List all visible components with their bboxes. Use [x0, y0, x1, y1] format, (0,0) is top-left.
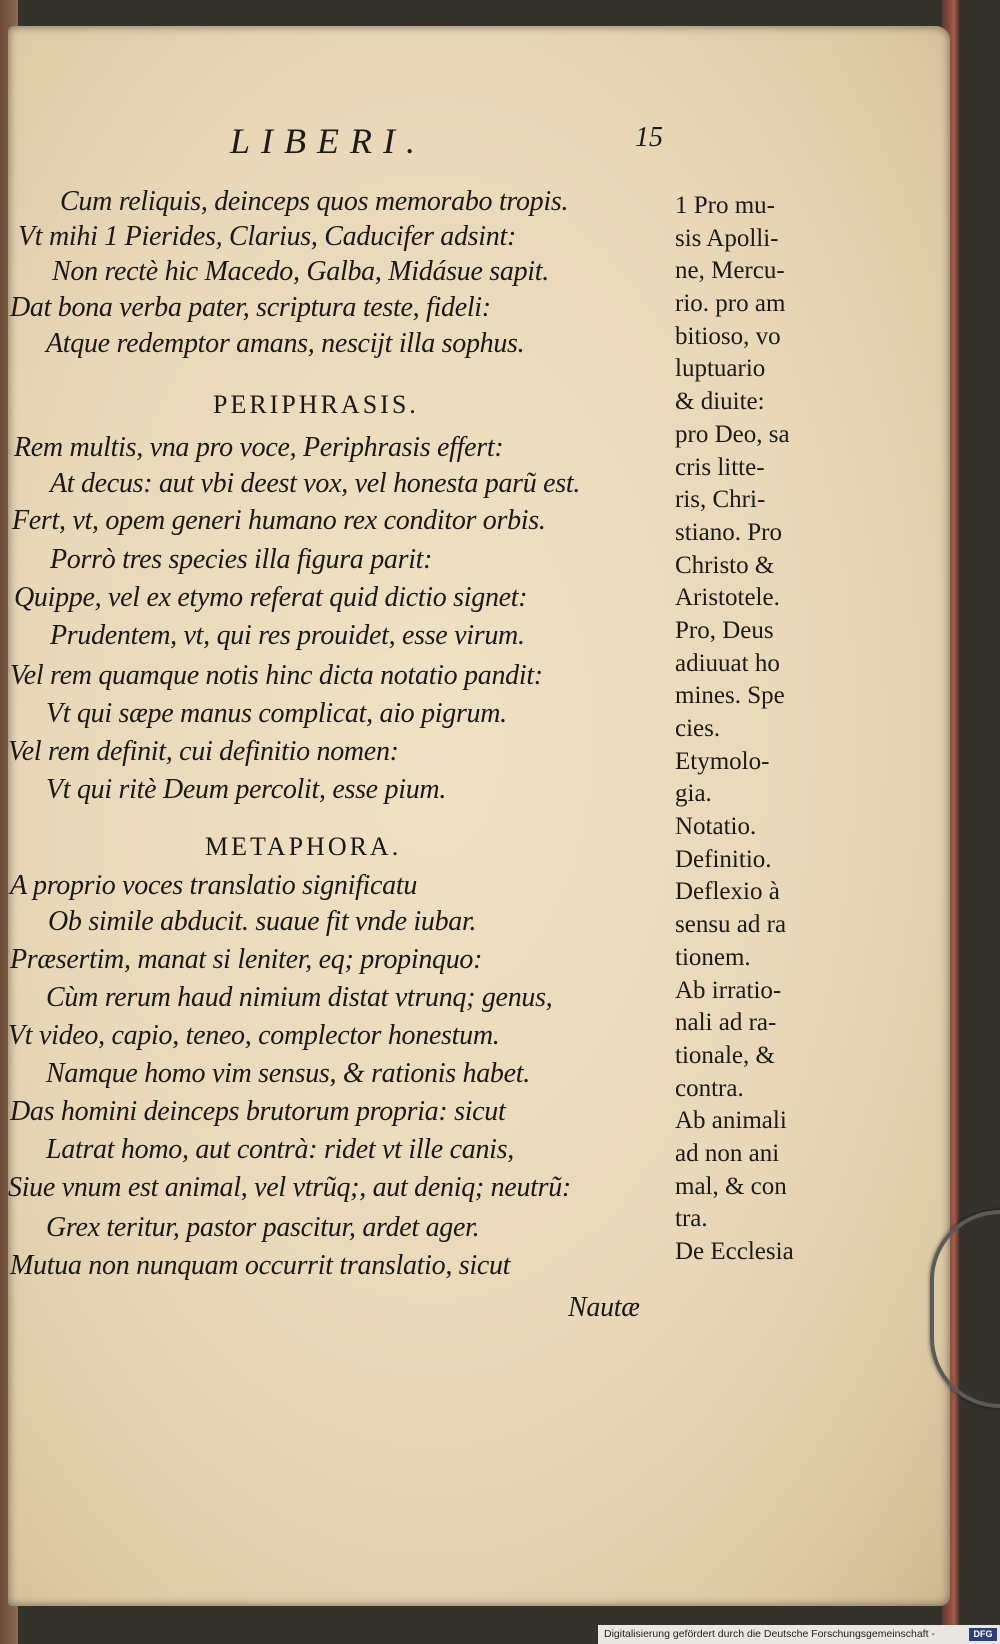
- verse-line: Cum reliquis, deinceps quos memorabo tropis.: [60, 186, 569, 217]
- verse-line: Vt mihi 1 Pierides, Clarius, Caducifer adsint:: [18, 221, 516, 252]
- verse-line: Rem multis, vna pro voce, Periphrasis effert:: [14, 432, 504, 463]
- verse-line: Porrò tres species illa figura parit:: [50, 544, 433, 575]
- margin-note-line: luptuario: [675, 355, 766, 383]
- verse-line: Vt qui ritè Deum percolit, esse pium.: [46, 774, 447, 805]
- verse-line: Vel rem quamque notis hinc dicta notatio pandit:: [10, 660, 543, 691]
- margin-note-line: Deflexio à: [675, 878, 780, 906]
- margin-note-line: stiano. Pro: [675, 518, 782, 546]
- margin-note-line: ne, Mercu-: [675, 257, 785, 285]
- verse-line: Cùm rerum haud nimium distat vtrunq; genus,: [46, 982, 553, 1013]
- margin-note-line: 1 Pro mu-: [675, 192, 775, 219]
- verse-line: Mutua non nunquam occurrit translatio, sicut: [10, 1250, 511, 1281]
- verse-line: At decus: aut vbi deest vox, vel honesta parũ est.: [50, 468, 581, 499]
- margin-note-line: pro Deo, sa: [675, 420, 790, 448]
- margin-note-line: sensu ad ra: [675, 911, 787, 939]
- margin-notes: [675, 190, 835, 1269]
- margin-note-line: sis Apolli-: [675, 224, 779, 252]
- verse-line: Vel rem definit, cui definitio nomen:: [8, 736, 399, 767]
- verse-line: Fert, vt, opem generi humano rex conditor orbis.: [12, 505, 546, 536]
- verse-line: Vt video, capio, teneo, complector honestum.: [8, 1020, 500, 1051]
- margin-note-line: cris litte-: [675, 453, 765, 481]
- margin-note-line: nali ad ra-: [675, 1009, 777, 1037]
- page-number: 15: [635, 122, 663, 153]
- margin-note-line: Ab animali: [675, 1107, 787, 1135]
- margin-note-line: ris, Chri-: [675, 486, 766, 514]
- margin-note-line: gia.: [675, 780, 712, 808]
- verse-line: Latrat homo, aut contrà: ridet vt ille canis,: [46, 1134, 514, 1165]
- margin-note-line: tionale, &: [675, 1041, 775, 1069]
- verse-line: Non rectè hic Macedo, Galba, Midásue sapit.: [52, 256, 549, 287]
- margin-note-line: Ab irratio-: [675, 976, 782, 1004]
- dfg-logo: DFG: [969, 1628, 997, 1641]
- margin-note-line: ad non ani: [675, 1139, 780, 1167]
- digitization-footer: [598, 1625, 1000, 1644]
- verse-line: Das homini deinceps brutorum propria: sicut: [10, 1096, 506, 1127]
- margin-note-line: Etymolo-: [675, 747, 770, 775]
- running-head: LIBERI.: [230, 121, 426, 161]
- margin-note-line: mines. Spe: [675, 682, 785, 710]
- margin-note-line: adiuuat ho: [675, 649, 780, 677]
- verse-line: Namque homo vim sensus, & rationis habet.: [46, 1058, 530, 1089]
- verse-line: Prudentem, vt, qui res prouidet, esse virum.: [50, 620, 525, 651]
- margin-note-line: Pro, Deus: [675, 616, 774, 644]
- margin-note-line: Christo &: [675, 551, 775, 579]
- margin-note-line: Definitio.: [675, 845, 772, 873]
- verse-line: Vt qui sæpe manus complicat, aio pigrum.: [46, 698, 507, 729]
- catchword: Nautæ: [568, 1292, 640, 1323]
- verse-line: Præsertim, manat si leniter, eq; propinquo:: [10, 944, 483, 975]
- margin-note-line: De Ecclesia: [675, 1238, 794, 1265]
- margin-note-line: bitioso, vo: [675, 322, 781, 350]
- margin-note-line: & diuite:: [675, 388, 765, 416]
- section-heading-metaphora: METAPHORA.: [205, 832, 402, 861]
- verse-line: Dat bona verba pater, scriptura teste, fideli:: [10, 292, 491, 323]
- margin-note-line: mal, & con: [675, 1172, 787, 1200]
- margin-note-line: cies.: [675, 715, 721, 742]
- margin-note-line: rio. pro am: [675, 290, 786, 318]
- verse-line: Ob simile abducit. suaue fit vnde iubar.: [48, 906, 477, 937]
- section-heading-periphrasis: PERIPHRASIS.: [213, 390, 419, 419]
- margin-note-line: Aristotele.: [675, 584, 780, 612]
- margin-note-line: Notatio.: [675, 813, 757, 841]
- margin-note-line: contra.: [675, 1074, 744, 1102]
- margin-note-line: tionem.: [675, 943, 751, 971]
- verse-line: Grex teritur, pastor pascitur, ardet ager.: [46, 1212, 480, 1243]
- verse-line: A proprio voces translatio significatu: [10, 870, 418, 901]
- verse-line: Atque redemptor amans, nescijt illa sophus.: [46, 328, 525, 359]
- verse-line: Siue vnum est animal, vel vtrũq;, aut deniq; neutrũ:: [8, 1172, 571, 1203]
- footer-text: Digitalisierung gefördert durch die Deutsche Forschungsgemeinschaft -: [604, 1628, 935, 1640]
- margin-note-line: tra.: [675, 1205, 708, 1233]
- verse-line: Quippe, vel ex etymo referat quid dictio signet:: [14, 582, 528, 613]
